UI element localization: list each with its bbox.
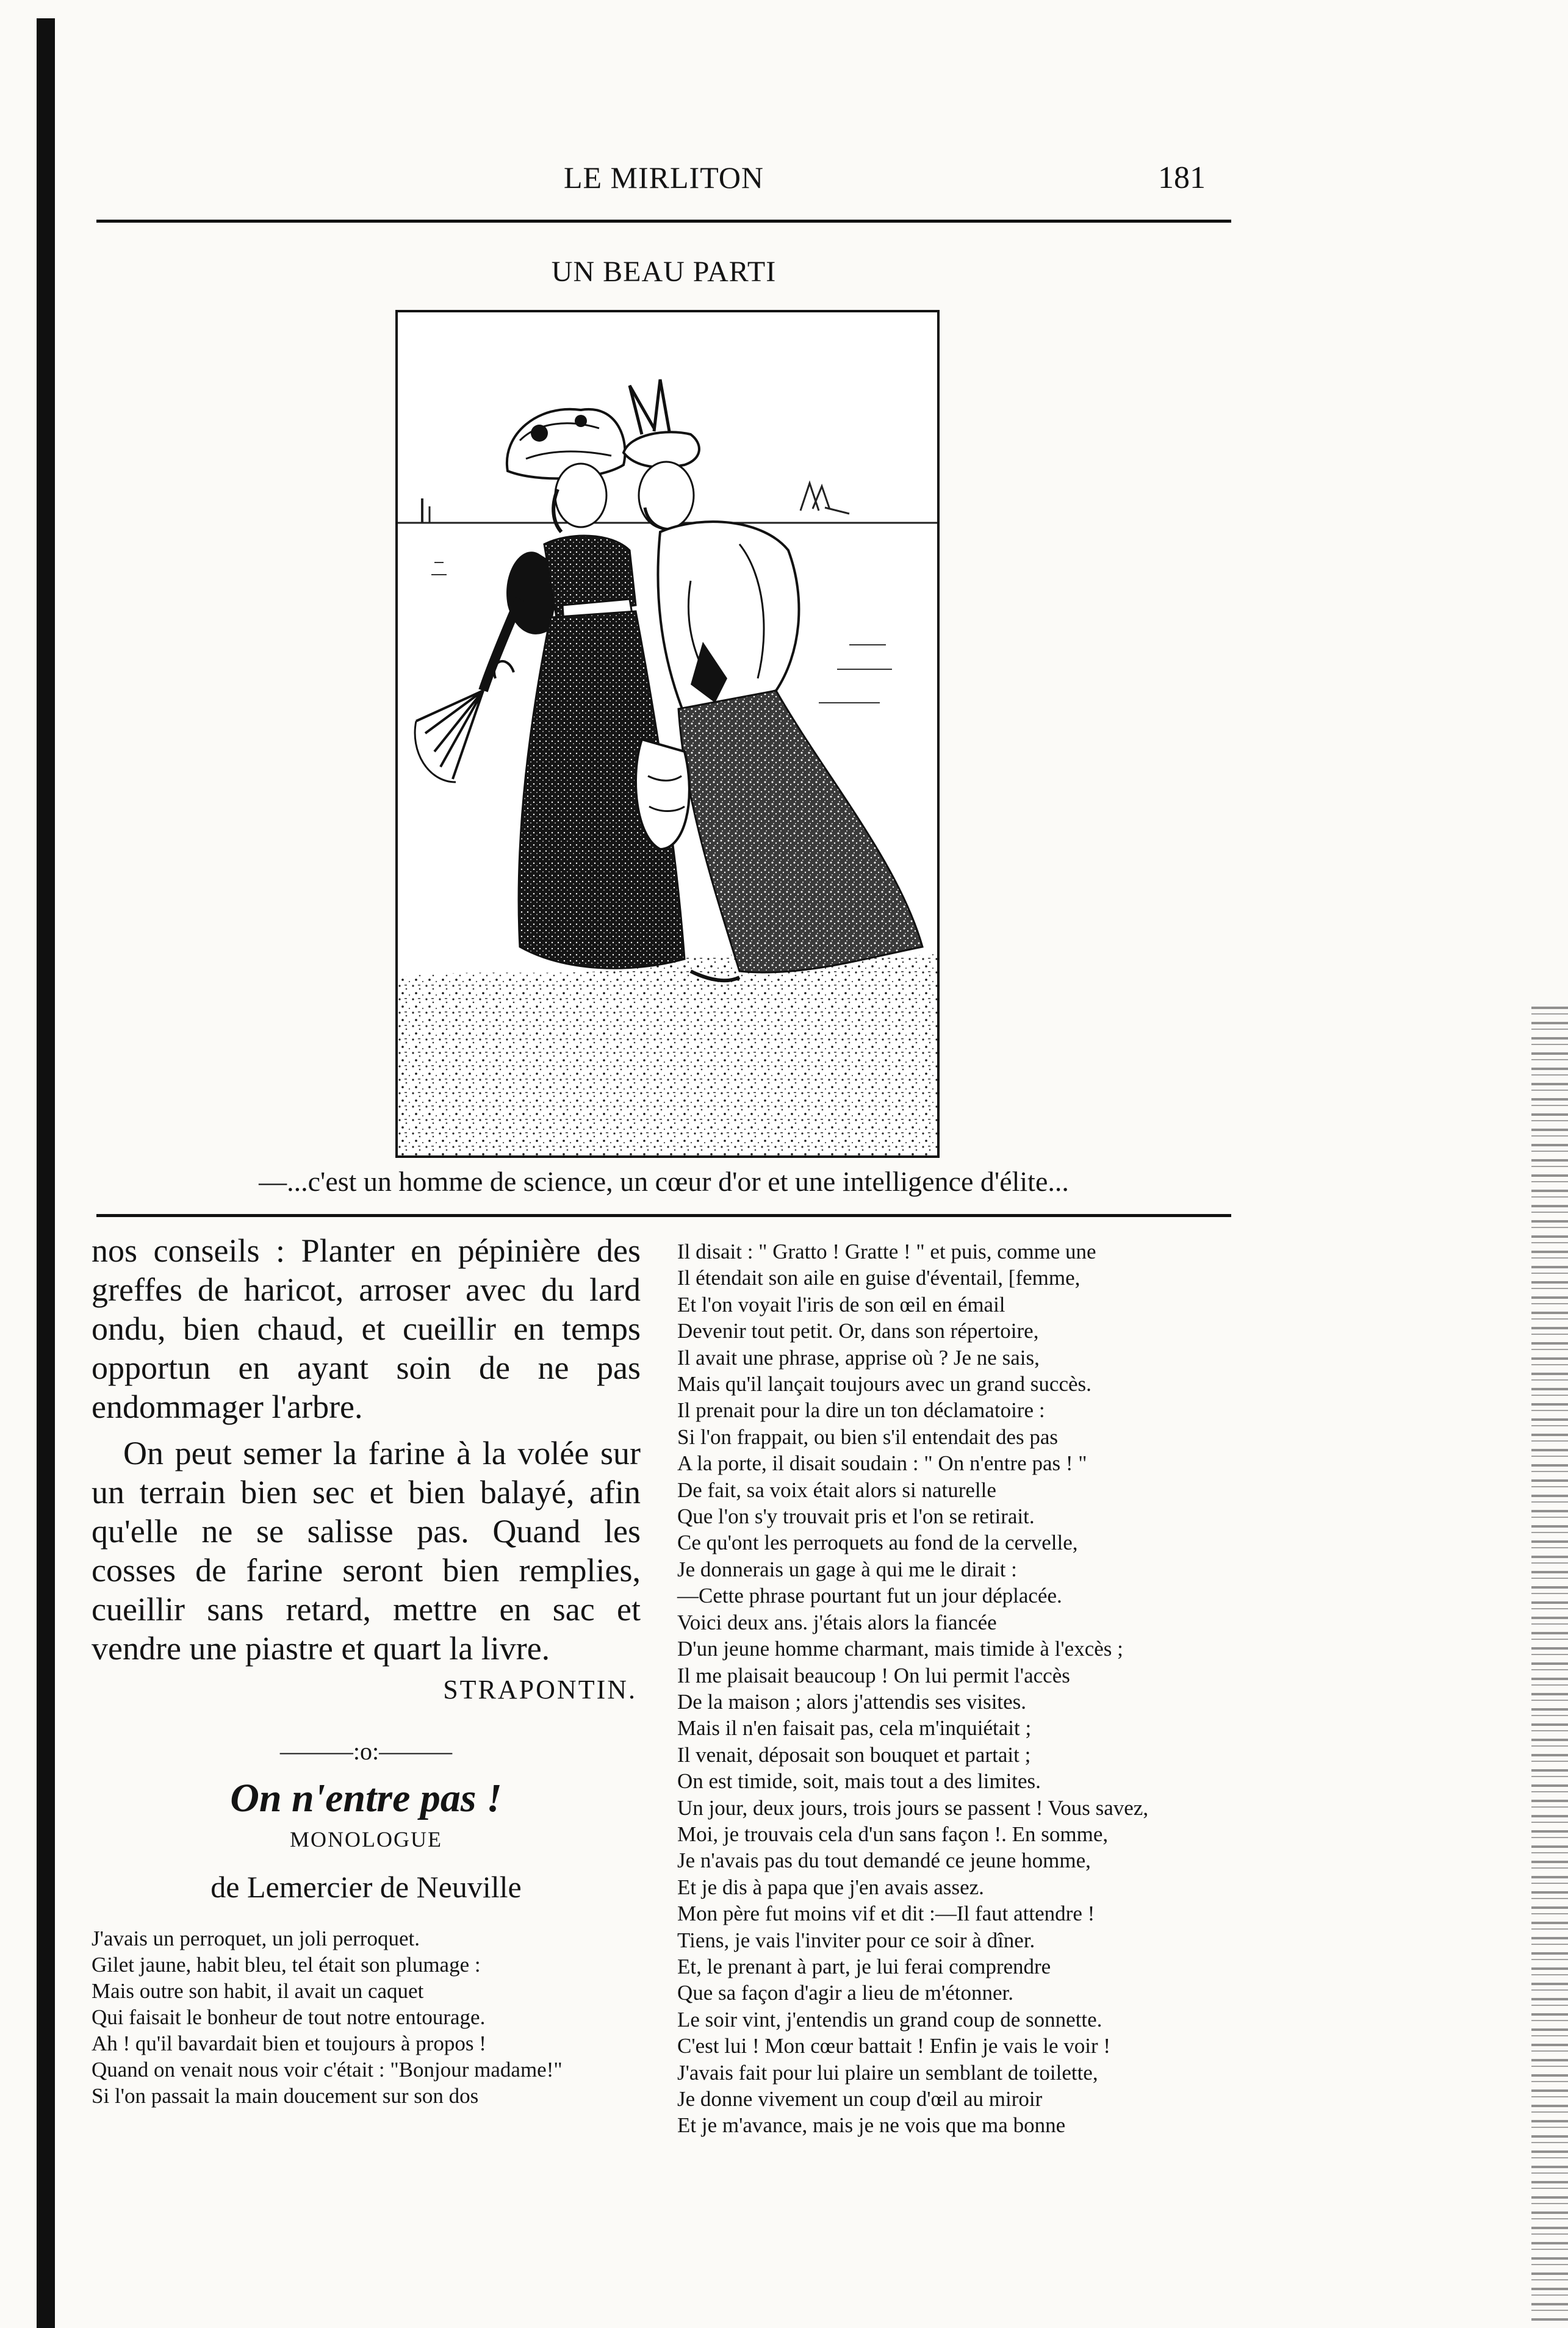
- verse-line: Je n'avais pas du tout demandé ce jeune homme,: [677, 1848, 1091, 1873]
- binding-edge: [37, 18, 55, 2328]
- verse-line: Si l'on passait la main doucement sur son dos: [92, 2084, 479, 2108]
- verse-line: Qui faisait le bonheur de tout notre entourage.: [92, 2005, 486, 2029]
- monologue-author: de Lemercier de Neuville: [210, 1870, 522, 1904]
- verse-line: A la porte, il disait soudain : " On n'entre pas ! ": [677, 1451, 1087, 1476]
- verse-line: D'un jeune homme charmant, mais timide à l'excès ;: [677, 1637, 1123, 1661]
- verse-line: Ce qu'ont les perroquets au fond de la cervelle,: [677, 1531, 1078, 1555]
- page-header: [96, 160, 1231, 203]
- verse-line: Ah ! qu'il bavardait bien et toujours à propos !: [92, 2032, 486, 2055]
- illustration-couple: [395, 310, 940, 1158]
- verse-line: On est timide, soit, mais tout a des limites.: [677, 1769, 1041, 1794]
- verse-line: Que sa façon d'agir a lieu de m'étonner.: [677, 1981, 1014, 2005]
- illustration-caption: —...c'est un homme de science, un cœur d'or et une intelligence d'élite...: [259, 1166, 1069, 1197]
- verse-line: Il prenait pour la dire un ton déclamatoire :: [677, 1398, 1045, 1423]
- verse-line: Quand on venait nous voir c'était : "Bonjour madame!": [92, 2058, 563, 2082]
- running-head: LE MIRLITON: [563, 160, 764, 195]
- verse-line: Mon père fut moins vif et dit :—Il faut attendre !: [677, 1902, 1095, 1926]
- verse-line: Tiens, je vais l'inviter pour ce soir à dîner.: [677, 1928, 1035, 1952]
- verse-line: Et je m'avance, mais je ne vois que ma bonne: [677, 2113, 1066, 2138]
- verse-line: Il disait : " Gratto ! Gratte ! " et puis, comme une: [677, 1240, 1096, 1263]
- verse-line: Un jour, deux jours, trois jours se passent ! Vous savez,: [677, 1795, 1149, 1820]
- paragraph-flour: On peut semer la farine à la volée sur un terrain bien sec et bien balayé, afin qu'elle ne se salisse pas. Quand les cosses de farine seront bien remplies, cueillir sans retard, mettre en sac et vendre une piastre et quart la livre.: [92, 1435, 641, 1667]
- verse-line: Il me plaisait beaucoup ! On lui permit l'accès: [677, 1663, 1070, 1687]
- verse-line: De la maison ; alors j'attendis ses visites.: [677, 1689, 1027, 1714]
- verse-line: Mais qu'il lançait toujours avec un grand succès.: [677, 1372, 1091, 1396]
- verse-line: Il avait une phrase, apprise où ? Je ne sais,: [677, 1345, 1040, 1370]
- verse-line: Gilet jaune, habit bleu, tel était son plumage :: [92, 1953, 481, 1977]
- monologue-subtitle: MONOLOGUE: [290, 1827, 442, 1852]
- verse-line: Je donnerais un gage à qui me le dirait :: [677, 1557, 1017, 1581]
- illustration-title: UN BEAU PARTI: [551, 256, 777, 288]
- verse-line: C'est lui ! Mon cœur battait ! Enfin je vais le voir !: [677, 2034, 1111, 2058]
- poem-verses-left: [92, 1925, 641, 2109]
- verse-line: Voici deux ans. j'étais alors la fiancée: [677, 1610, 997, 1634]
- header-rule: [96, 220, 1231, 223]
- verse-line: J'avais fait pour lui plaire un semblant de toilette,: [677, 2060, 1098, 2085]
- paragraph-advice: nos conseils : Planter en pépinière des greffes de haricot, arroser avec du lard ondu, bien chaud, et cueillir en temps opportun en ayant soin de ne pas endommager l'arbre.: [92, 1232, 641, 1425]
- verse-line: Et je dis à papa que j'en avais assez.: [677, 1875, 984, 1899]
- poem-verses-right: [677, 1238, 1235, 2139]
- verse-line: Mais il n'en faisait pas, cela m'inquiétait ;: [677, 1716, 1032, 1741]
- verse-line: Il étendait son aile en guise d'éventail, [femme,: [677, 1266, 1081, 1290]
- verse-line: Et l'on voyait l'iris de son œil en émail: [677, 1292, 1005, 1317]
- right-column: [677, 1238, 1235, 2139]
- scan-edge-artifact: [1531, 1007, 1568, 2324]
- verse-line: Je donne vivement un coup d'œil au miroir: [677, 2087, 1043, 2111]
- author-signature: STRAPONTIN.: [443, 1675, 637, 1705]
- left-column: [92, 1231, 641, 2109]
- page-number: 181: [1158, 160, 1206, 195]
- caption-rule: [96, 1214, 1231, 1217]
- verse-line: Moi, je trouvais cela d'un sans façon !. En somme,: [677, 1822, 1109, 1846]
- verse-line: —Cette phrase pourtant fut un jour déplacée.: [677, 1584, 1062, 1608]
- verse-line: Le soir vint, j'entendis un grand coup de sonnette.: [677, 2007, 1102, 2032]
- verse-line: Que l'on s'y trouvait pris et l'on se retirait.: [677, 1504, 1035, 1529]
- verse-line: De fait, sa voix était alors si naturelle: [677, 1478, 996, 1502]
- verse-line: Mais outre son habit, il avait un caquet: [92, 1979, 424, 2003]
- verse-line: Il venait, déposait son bouquet et partait ;: [677, 1742, 1031, 1767]
- verse-line: Devenir tout petit. Or, dans son répertoire,: [677, 1319, 1039, 1343]
- verse-line: Si l'on frappait, ou bien s'il entendait des pas: [677, 1424, 1059, 1449]
- verse-line: Et, le prenant à part, je lui ferai comprendre: [677, 1954, 1051, 1978]
- monologue-title: On n'entre pas !: [230, 1776, 502, 1820]
- engraving-image: [398, 312, 937, 1155]
- verse-line: J'avais un perroquet, un joli perroquet.: [92, 1927, 420, 1950]
- section-separator: ———:o:———: [279, 1737, 453, 1765]
